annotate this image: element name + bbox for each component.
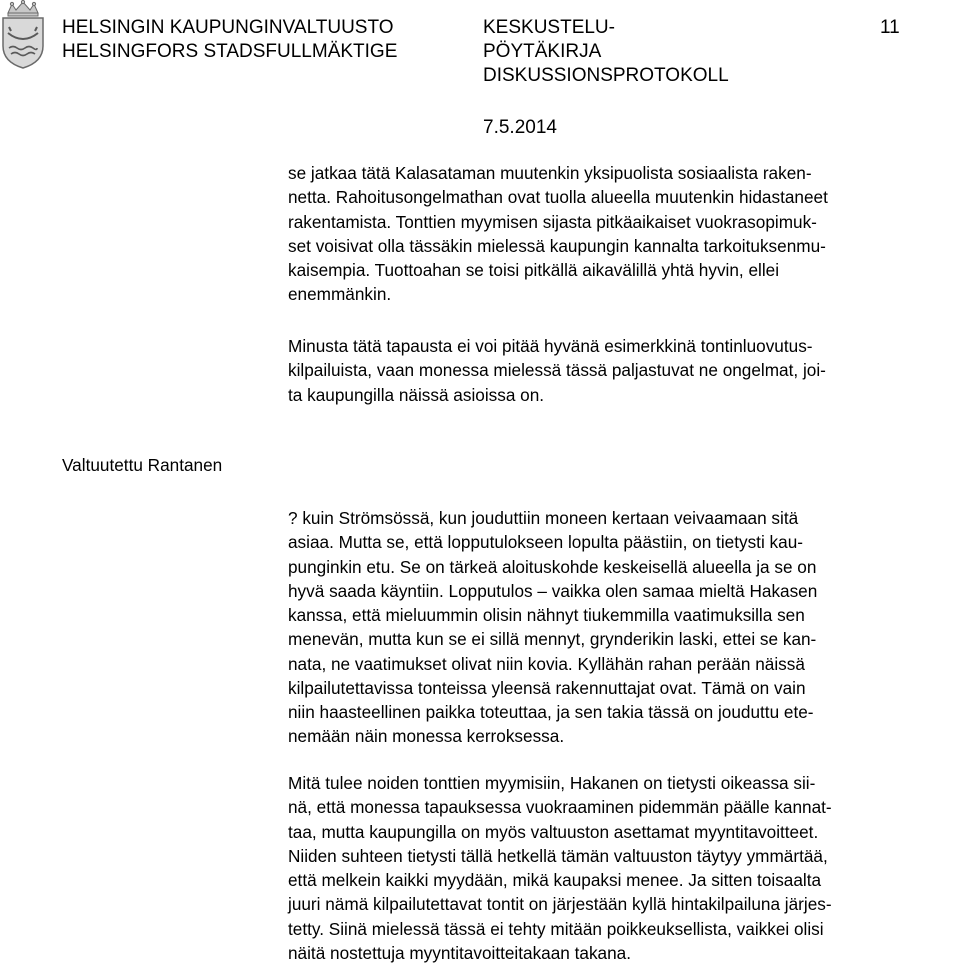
text-line: taa, mutta kaupungilla on myös valtuuston asettamat myyntitavoitteet. xyxy=(288,821,819,842)
text-line: nata, ne vaatimukset olivat niin kovia. Kyllähän rahan perään näissä xyxy=(288,653,805,674)
text-line: enemmänkin. xyxy=(288,284,392,305)
paragraph xyxy=(288,506,952,749)
text-line: tetty. Siinä mielessä tässä ei tehty mitään poikkeuksellista, vaikkei olisi xyxy=(288,918,824,939)
text-line: kanssa, että mieluummin olisin nähnyt tiukemmilla vaatimuksilla sen xyxy=(288,605,805,625)
text-line: että melkein kaikki myydään, mikä kaupaksi menee. Ja sitten toisaalta xyxy=(288,870,822,890)
text-line: se jatkaa tätä Kalasataman muutenkin yksipuolista sosiaalista raken- xyxy=(288,163,812,183)
text-line: asiaa. Mutta se, että lopputulokseen lopulta päästiin, on tietysti kau- xyxy=(288,532,803,553)
text-line: juuri nämä kilpailutettavat tontit on järjestään kyllä hintakilpailuna järjes- xyxy=(288,894,832,915)
text-line: kilpailuista, vaan monessa mielessä tässä paljastuvat ne ongelmat, joi- xyxy=(288,360,826,381)
speaker-name: Valtuutettu Rantanen xyxy=(62,455,223,475)
text-line: rakentamista. Tonttien myymisen sijasta pitkäaikaiset vuokrasopimuk- xyxy=(288,211,817,232)
doc-type-line-1: KESKUSTELU- xyxy=(483,17,615,38)
text-line: niin haasteellinen paikka toteuttaa, ja sen takia tässä on jouduttu ete- xyxy=(288,702,814,722)
text-line: menevän, mutta kun se ei sillä mennyt, grynderikin laski, ettei se kan- xyxy=(288,629,817,650)
crown-icon xyxy=(8,0,38,16)
text-line: Mitä tulee noiden tonttien myymisiin, Hakanen on tietysti oikeassa sii- xyxy=(288,773,816,793)
page-number: 11 xyxy=(880,17,900,38)
paragraph xyxy=(288,334,952,407)
text-line: punginkin etu. Se on tärkeä aloituskohde keskeisellä alueella ja se on xyxy=(288,556,817,577)
paragraph xyxy=(288,161,952,307)
text-line: ta kaupungilla näissä asioissa on. xyxy=(288,384,545,405)
text-line: set voisivat olla tässäkin mielessä kaupungin kannalta tarkoituksenmu- xyxy=(288,235,826,256)
text-line: näitä nostettuja myyntitavoitteitakaan takana. xyxy=(288,942,632,963)
text-line: kaisempia. Tuottoahan se toisi pitkällä aikavälillä yhtä hyvin, ellei xyxy=(288,260,780,280)
paragraph xyxy=(288,771,952,965)
text-line: kilpailutettavissa tonteissa yleensä rakennuttajat ovat. Tämä on vain xyxy=(288,677,806,698)
doc-type-line-2: PÖYTÄKIRJA xyxy=(483,41,602,62)
text-line: nä, että monessa tapauksessa vuokraaminen pidemmän päälle kannat- xyxy=(288,797,832,818)
text-line: Minusta tätä tapausta ei voi pitää hyvänä esimerkkinä tontinluovutus- xyxy=(288,336,813,356)
text-line: nemään näin monessa kerroksessa. xyxy=(288,726,565,747)
text-line: hyvä saada käyntiin. Lopputulos – vaikka olen samaa mieltä Hakasen xyxy=(288,580,818,601)
shield-icon xyxy=(3,18,43,68)
text-line: netta. Rahoitusongelmathan ovat tuolla alueella muutenkin hidastaneet xyxy=(288,187,828,208)
meeting-date: 7.5.2014 xyxy=(483,117,557,138)
org-name-swedish: HELSINGFORS STADSFULLMÄKTIGE xyxy=(62,41,398,62)
text-line: Niiden suhteen tietysti tällä hetkellä tämän valtuuston täytyy ymmärtää, xyxy=(288,845,828,866)
text-line: ? kuin Strömsössä, kun jouduttiin moneen kertaan veivaamaan sitä xyxy=(288,508,799,528)
helsinki-coat-of-arms-logo xyxy=(0,0,46,70)
doc-type-line-3: DISKUSSIONSPROTOKOLL xyxy=(483,65,729,86)
org-name-finnish: HELSINGIN KAUPUNGINVALTUUSTO xyxy=(62,17,394,38)
